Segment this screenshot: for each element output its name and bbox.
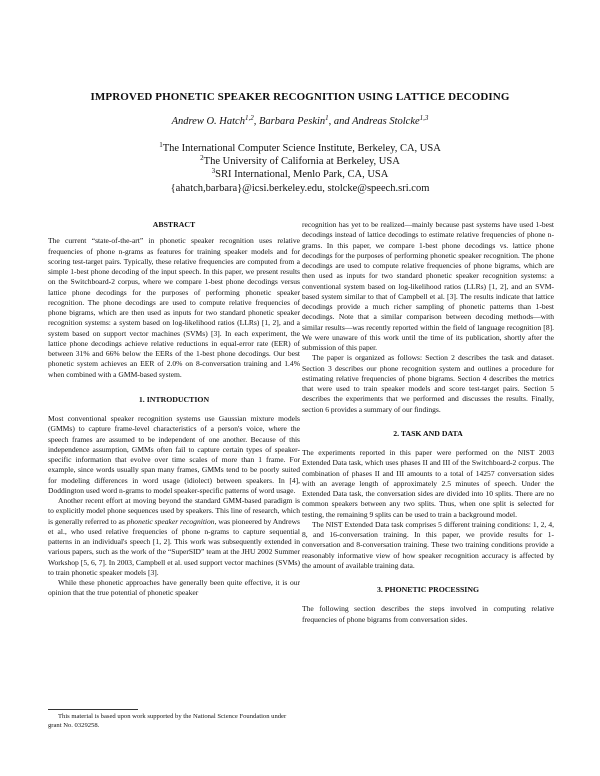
abstract-heading: ABSTRACT [152, 220, 196, 229]
author-sep: , [253, 116, 259, 127]
author-emails: {ahatch,barbara}@icsi.berkeley.edu, stolcke@speech.sri.com [170, 183, 430, 194]
affiliation-text: The International Computer Science Institute, Berkeley, CA, USA [162, 143, 441, 154]
affiliation [0, 142, 600, 155]
paper-title: IMPROVED PHONETIC SPEAKER RECOGNITION USING LATTICE DECODING [90, 91, 510, 103]
body-paragraph: The following section describes the steps involved in computing relative frequencies of phone bigrams from conversation sides. [302, 604, 554, 624]
body-paragraph: The NIST Extended Data task comprises 5 different training conditions: 1, 2, 4, 8, and 16-conversation training. In this paper, we provide results for 1-conversation and 8-conversation training. These two training conditions provide a reasonably informative view of how speaker recognition accuracy is affected by the amount of available training data. [302, 519, 554, 570]
affiliation [0, 155, 600, 168]
affiliation [0, 168, 600, 181]
task-heading: 2. TASK AND DATA [393, 428, 463, 438]
body-paragraph: The paper is organized as follows: Section 2 describes the task and dataset. Section 3 describes our phone recognition system and outlines a procedure for estimating relative frequencies of phone bigrams. Section 4 describes the metrics that were used to train speaker models and score test-target pairs. Section 5 describes the experiments that we performed and discusses the results. Finally, section 6 provides a summary of our findings. [302, 353, 554, 414]
author-sup: 1 [325, 114, 329, 122]
author-sup: 1,2 [244, 114, 254, 122]
author-name: Andreas Stolcke [352, 116, 420, 127]
author-sup: 1,3 [419, 114, 429, 122]
intro-paragraph [48, 496, 300, 578]
abstract-text: The current “state-of-the-art” in phonetic speaker recognition uses relative frequencies of phone n-grams as features for training speaker models and for scoring test-target pairs. Typically, these relative frequencies are computed from a simple 1-best phone decoding of the input speech. In this paper, we present results on the Switchboard-2 corpus, where we compare 1-best phone decodings versus lattice phone decodings for the purposes of performing phonetic speaker recognition. The phone decodings are used to compute relative frequencies of phone bigrams, which are then used as inputs for two standard phonetic speaker recognition systems: a system based on log-likelihood ratios (LLRs) [1, 2], and a system based on support vector machines (SVMs) [3]. In each experiment, the lattice phone decodings achieve relative reductions in equal-error rate (EER) of between 31% and 66% below the EERs of the 1-best phone decodings. Our best phonetic system achieves an EER of 2.0% on 8-conversation training and 1.4% when combined with a GMM-based system. [48, 236, 300, 379]
author-name: Andrew O. Hatch [171, 116, 245, 127]
affiliation-sup: 1 [159, 141, 163, 149]
right-column [302, 220, 554, 625]
left-column [48, 220, 300, 599]
affiliation-text: SRI International, Menlo Park, CA, USA [215, 169, 389, 180]
author-line [0, 116, 600, 127]
intro-paragraph: While these phonetic approaches have generally been quite effective, it is our opinion that the true potential of phonetic speaker [48, 578, 300, 598]
intro-text: , was pioneered by Andrews et al., who used relative frequencies of phone n-grams to capture sequential patterns in an individual's speech [1, 2]. This work was subsequently extended in various papers, such as the work of the “SuperSID” team at the JHU 2002 Summer Workshop [5, 6, 7]. In 2003, Campbell et al. used support vector machines (SVMs) to train phonetic speaker models [3]. [48, 516, 300, 577]
intro-text: Another recent effort at moving beyond the standard GMM-based paradigm is to explicitly model phone sequences used by speakers. This line of research, which is generally referred to as [48, 496, 300, 526]
footnote-rule [48, 709, 138, 710]
author-name: Barbara Peskin [258, 116, 326, 127]
intro-paragraph: Most conventional speaker recognition systems use Gaussian mixture models (GMMs) to capture frame-level characteristics of a person's voice, where the speech frames are assumed to be independent of one another. Because of this independence assumption, GMMs often fail to capture certain types of speaker-specific information that evolve over time scales of more than 1 frame. For example, since words usually span many frames, GMMs tend to be poorly suited for modeling differences in word usage (idiolect) between speakers. In [4], Doddington used word n-grams to model speaker-specific patterns of word usage. [48, 414, 300, 495]
body-paragraph: recognition has yet to be realized—mainly because past systems have used 1-best decodings instead of lattice decodings to estimate relative frequencies of phone n-grams. In this paper, we compare 1-best phone decodings vs. lattice phone decodings for the purposes of performing phonetic speaker recognition. The phone decodings are used to compute relative frequencies of phone bigrams, which are then used as inputs for two standard phonetic speaker recognition systems: a conventional system based on log-likelihood ratios (LLRs) [1, 2], and an SVM-based system similar to that of Campbell et al. [3]. The results indicate that lattice decodings provide a much richer sampling of phonetic patterns than 1-best decodings. Note that a similar comparison between decoding methods—with similar results—was recently reported within the field of language recognition [8]. We were unaware of this work until the time of its publication, shortly after the submission of this paper. [302, 220, 554, 352]
affiliation-sup: 2 [200, 154, 204, 162]
author-sep: , and [328, 116, 353, 127]
intro-heading: 1. INTRODUCTION [138, 394, 210, 404]
affiliation-text: The University of California at Berkeley, USA [203, 156, 400, 167]
body-paragraph: The experiments reported in this paper were performed on the NIST 2003 Extended Data task, which uses phases II and III of the Switchboard-2 corpus. The combination of phases II and III amounts to a total of 14257 conversation sides with an average length of approximately 2.5 minutes of speech. Under the Extended Data task, the conversation sides are divided into 10 splits. There are no common speakers between any two splits. Thus, when one split is selected for testing, the remaining 9 splits can be used to train a background model. [302, 448, 554, 519]
intro-emphasis: phonetic speaker recognition [126, 516, 215, 526]
processing-heading: 3. PHONETIC PROCESSING [376, 585, 480, 594]
footnote: This material is based upon work supported by the National Science Foundation under grant No. 0329258. [48, 713, 287, 729]
affiliation-sup: 3 [211, 167, 216, 175]
